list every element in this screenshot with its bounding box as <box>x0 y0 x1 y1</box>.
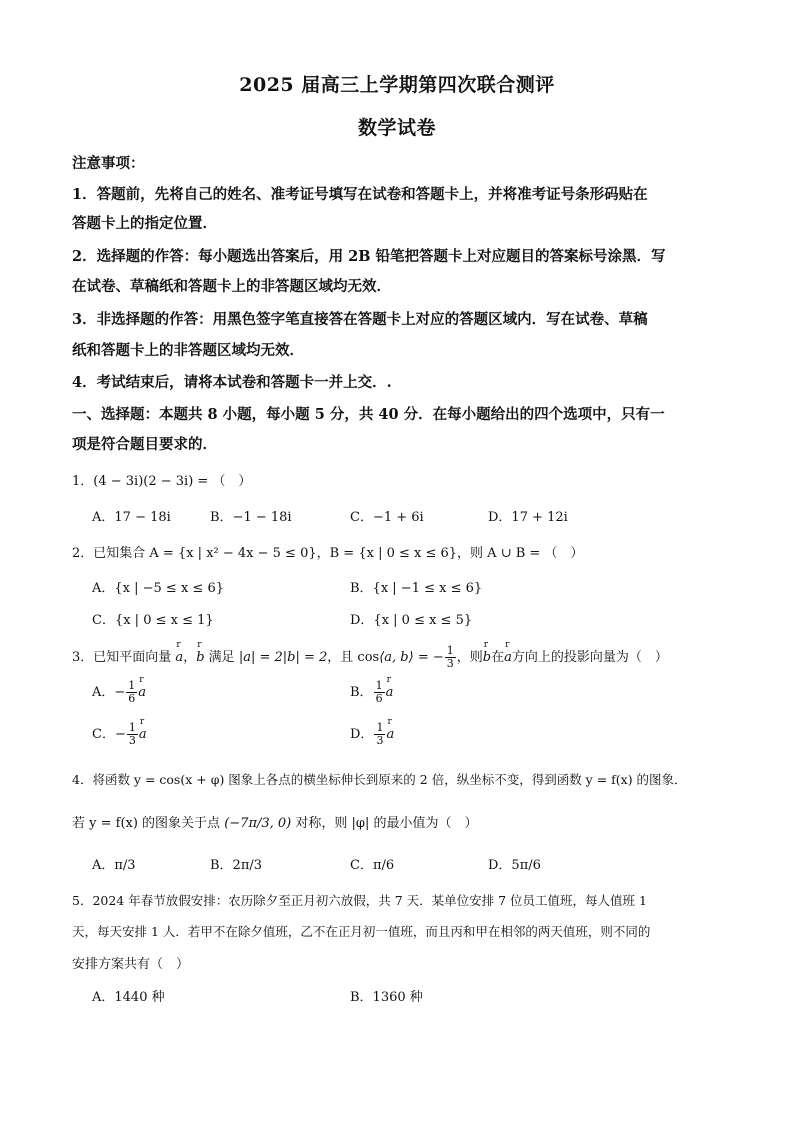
q3-stem-text: 方向上的投影向量为（ ） <box>511 650 668 665</box>
notice-line: 3．非选择题的作答：用黑色签字笔直接答在答题卡上对应的答题区域内．写在试卷、草稿 <box>72 311 648 328</box>
numerator: 1 <box>128 679 136 692</box>
point-expression: (−7π/3, 0) <box>224 816 292 831</box>
q5-option-b: B．1360 种 <box>350 990 423 1005</box>
fraction-one-third <box>127 722 138 747</box>
question-3-stem <box>72 645 722 670</box>
q3-stem-text: 3．已知平面向量 <box>72 650 172 665</box>
numerator: 1 <box>446 644 454 657</box>
notice-line: 1．答题前，先将自己的姓名、准考证号填写在试卷和答题卡上，并将准考证号条形码贴在 <box>72 186 648 203</box>
section-heading: 项是符合题目要求的． <box>72 436 217 453</box>
q4-option-b: B．2π/3 <box>210 858 263 873</box>
denominator: 3 <box>128 734 136 747</box>
q4-stem-text: 若 y = f(x) 的图象关于点 <box>72 816 221 831</box>
option-label: D． <box>350 727 374 742</box>
q3-stem-text: 满足 <box>208 650 235 665</box>
q2-option-c: C．{x | 0 ≤ x ≤ 1} <box>92 613 214 628</box>
exam-subtitle: 数学试卷 <box>357 117 436 139</box>
q1-option-a: A．17 − 18i <box>92 510 171 525</box>
q4-stem-text: 对称，则 |φ| 的最小值为（ ） <box>295 816 478 831</box>
q3-stem-text: ，则 <box>456 650 483 665</box>
question-4-stem-line2 <box>72 812 722 831</box>
fraction-one-third <box>445 645 456 670</box>
numerator: 1 <box>128 721 136 734</box>
numerator: 1 <box>376 721 384 734</box>
option-label: C．− <box>92 727 126 742</box>
q1-option-c: C．−1 + 6i <box>350 510 424 525</box>
vector-b: r b <box>483 650 491 665</box>
vector-a: r a <box>386 685 394 700</box>
angle-expression: ⟨a, b⟩ <box>379 650 414 665</box>
question-4-stem-line1: 4．将函数 y = cos(x + φ) 图象上各点的横坐标伸长到原来的 2 倍，纵坐标不变，得到函数 y = f(x) 的图象． <box>72 772 687 787</box>
denominator: 6 <box>375 692 383 705</box>
question-5-stem-line3: 安排方案共有（ ） <box>72 957 190 972</box>
notice-line: 纸和答题卡上的非答题区域均无效． <box>72 342 304 359</box>
notice-line: 答题卡上的指定位置． <box>72 215 217 232</box>
numerator: 1 <box>375 679 383 692</box>
section-heading: 一、选择题：本题共 8 小题，每小题 5 分，共 40 分．在每小题给出的四个选项中，只有一 <box>72 406 665 423</box>
q3-option-c <box>92 722 147 747</box>
denominator: 3 <box>376 734 384 747</box>
notice-line: 在试卷、草稿纸和答题卡上的非答题区域均无效． <box>72 278 391 295</box>
q4-option-a: A．π/3 <box>92 858 136 873</box>
vector-a: r a <box>138 685 146 700</box>
fraction-one-third <box>374 722 385 747</box>
q4-option-c: C．π/6 <box>350 858 395 873</box>
q1-option-b: B．−1 − 18i <box>210 510 292 525</box>
q3-stem-text: ， <box>183 650 197 665</box>
vector-a: r a <box>504 650 512 665</box>
exam-title: 2025 届高三上学期第四次联合测评 <box>239 74 555 96</box>
q4-option-d: D．5π/6 <box>488 858 541 873</box>
question-2-stem: 2．已知集合 A = {x | x² − 4x − 5 ≤ 0}，B = {x | 0 ≤ x ≤ 6}，则 A ∪ B = （ ） <box>72 546 584 561</box>
question-5-stem-line1: 5．2024 年春节放假安排：农历除夕至正月初六放假，共 7 天．某单位安排 7 位员工值班，每人值班 1 <box>72 893 647 908</box>
q3-option-a <box>92 680 146 705</box>
denominator: 3 <box>446 657 454 670</box>
q2-option-a: A．{x | −5 ≤ x ≤ 6} <box>92 581 224 596</box>
fraction-one-sixth <box>126 680 137 705</box>
q2-option-d: D．{x | 0 ≤ x ≤ 5} <box>350 613 473 628</box>
q5-option-a: A．1440 种 <box>92 990 165 1005</box>
question-5-stem-line2: 天，每天安排 1 人．若甲不在除夕值班，乙不在正月初一值班，而且丙和甲在相邻的两天值班，则不同的 <box>72 924 651 939</box>
q3-stem-text: ，且 cos <box>327 650 380 665</box>
question-1-stem: 1．(4 − 3i)(2 − 3i) = （ ） <box>72 474 252 489</box>
vector-a: r a <box>139 727 147 742</box>
q1-option-d: D．17 + 12i <box>488 510 568 525</box>
vector-a: r a <box>175 650 183 665</box>
vector-a: r a <box>386 727 394 742</box>
q3-stem-text: 在 <box>491 650 505 665</box>
q3-option-b <box>350 680 393 705</box>
q2-option-b: B．{x | −1 ≤ x ≤ 6} <box>350 581 483 596</box>
option-label: B． <box>350 685 373 700</box>
fraction-one-sixth <box>374 680 385 705</box>
notice-heading: 注意事项： <box>72 155 145 172</box>
denominator: 6 <box>128 692 136 705</box>
norm-equation: |a| = 2|b| = 2 <box>238 650 328 665</box>
vector-b: r b <box>196 650 204 665</box>
option-label: A．− <box>92 685 126 700</box>
notice-line: 2．选择题的作答：每小题选出答案后，用 2B 铅笔把答题卡上对应题目的答案标号涂黑．写 <box>72 248 666 265</box>
notice-line: 4．考试结束后，请将本试卷和答题卡一并上交．. <box>72 374 392 391</box>
q3-option-d <box>350 722 394 747</box>
q3-stem-text: = − <box>417 650 444 665</box>
